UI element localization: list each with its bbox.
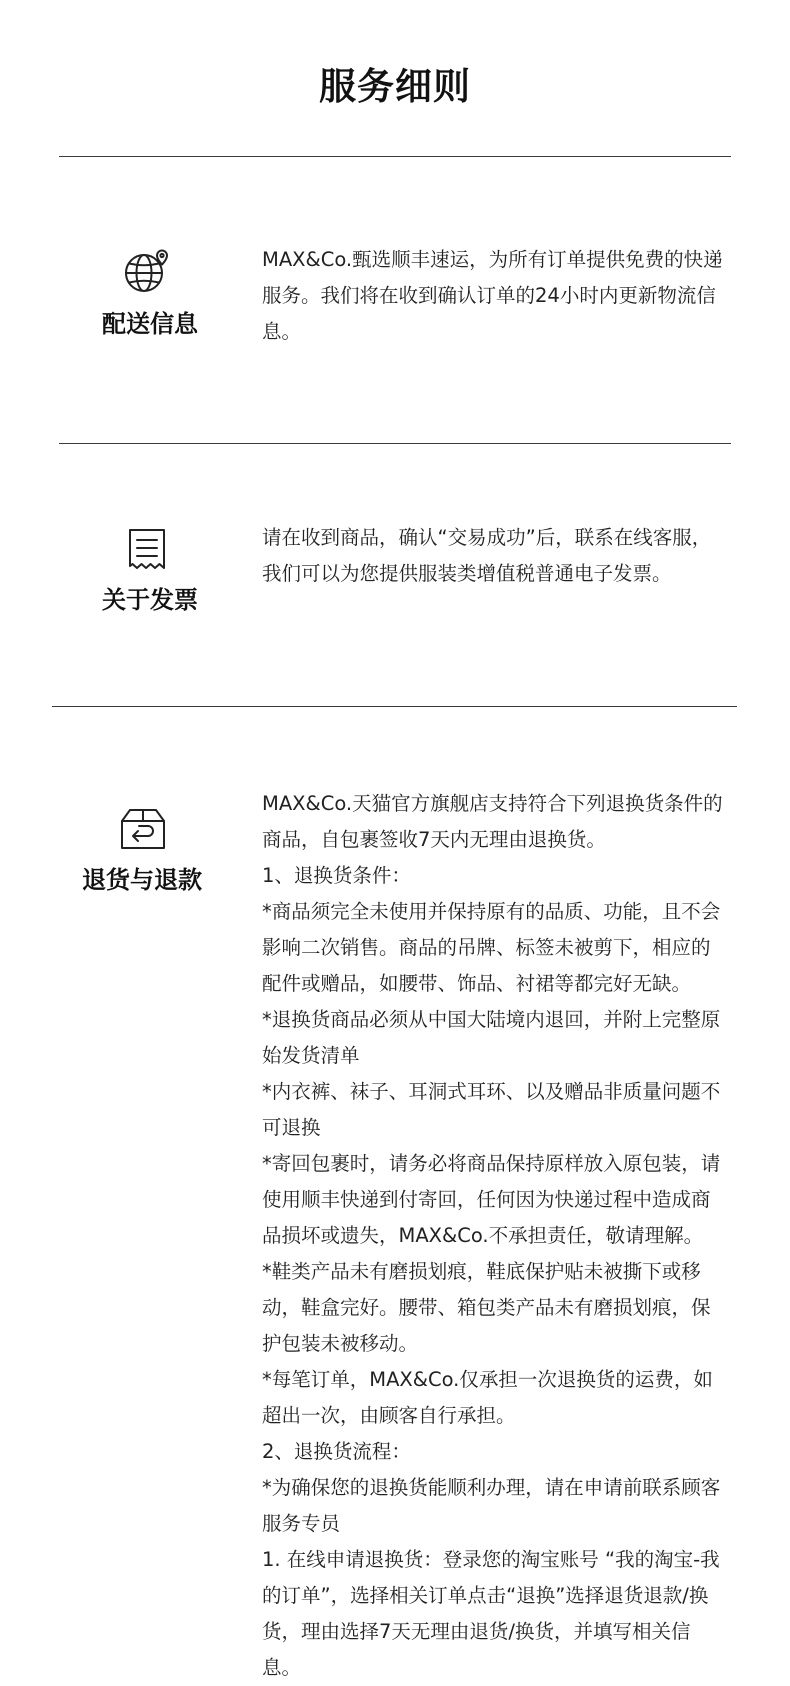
- receipt-icon: [128, 528, 166, 572]
- paragraph: 1. 在线申请退换货：登录您的淘宝账号 “我的淘宝-我的订单”，选择相关订单点击“退换”选择退货退款/换货，理由选择7天无理由退货/换货，并填写相关信息。: [262, 1548, 720, 1679]
- paragraph: *内衣裤、袜子、耳洞式耳环、以及赠品非质量问题不可退换: [262, 1080, 721, 1139]
- paragraph: *鞋类产品未有磨损划痕，鞋底保护贴未被撕下或移动，鞋盒完好。腰带、箱包类产品未有磨损划痕，保护包装未被移动。: [262, 1260, 711, 1355]
- paragraph: *每笔订单，MAX&Co.仅承担一次退换货的运费，如超出一次，由顾客自行承担。: [262, 1368, 713, 1427]
- paragraph: *退换货商品必须从中国大陆境内退回，并附上完整原始发货清单: [262, 1008, 721, 1067]
- section-body: [262, 242, 724, 350]
- paragraph: *寄回包裹时，请务必将商品保持原样放入原包装，请使用顺丰快递到付寄回，任何因为快递过程中造成商品损坏或遗失，MAX&Co.不承担责任，敬请理解。: [262, 1152, 721, 1247]
- section-body: [262, 520, 724, 592]
- section-heading: 配送信息: [102, 310, 198, 338]
- return-box-icon: [120, 808, 166, 850]
- section-heading: 退货与退款: [82, 866, 202, 894]
- paragraph: MAX&Co.天猫官方旗舰店支持符合下列退换货条件的商品，自包裹签收7天内无理由退换货。: [262, 792, 723, 851]
- paragraph: MAX&Co.甄选顺丰速运，为所有订单提供免费的快递服务。我们将在收到确认订单的24小时内更新物流信息。: [262, 248, 723, 343]
- globe-location-icon: [124, 248, 170, 294]
- divider: [59, 156, 731, 157]
- section-body: [262, 786, 724, 1686]
- paragraph: *为确保您的退换货能顺利办理，请在申请前联系顾客服务专员: [262, 1476, 721, 1535]
- page-title: 服务细则: [319, 65, 471, 108]
- paragraph: 1、退换货条件：: [262, 864, 411, 887]
- paragraph: 2、退换货流程：: [262, 1440, 411, 1463]
- paragraph: 请在收到商品，确认“交易成功”后，联系在线客服，我们可以为您提供服装类增值税普通电子发票。: [262, 526, 712, 585]
- paragraph: *商品须完全未使用并保持原有的品质、功能，且不会影响二次销售。商品的吊牌、标签未被剪下，相应的配件或赠品，如腰带、饰品、衬裙等都完好无缺。: [262, 900, 721, 995]
- section-heading: 关于发票: [102, 586, 198, 614]
- divider: [52, 706, 737, 707]
- divider: [59, 443, 731, 444]
